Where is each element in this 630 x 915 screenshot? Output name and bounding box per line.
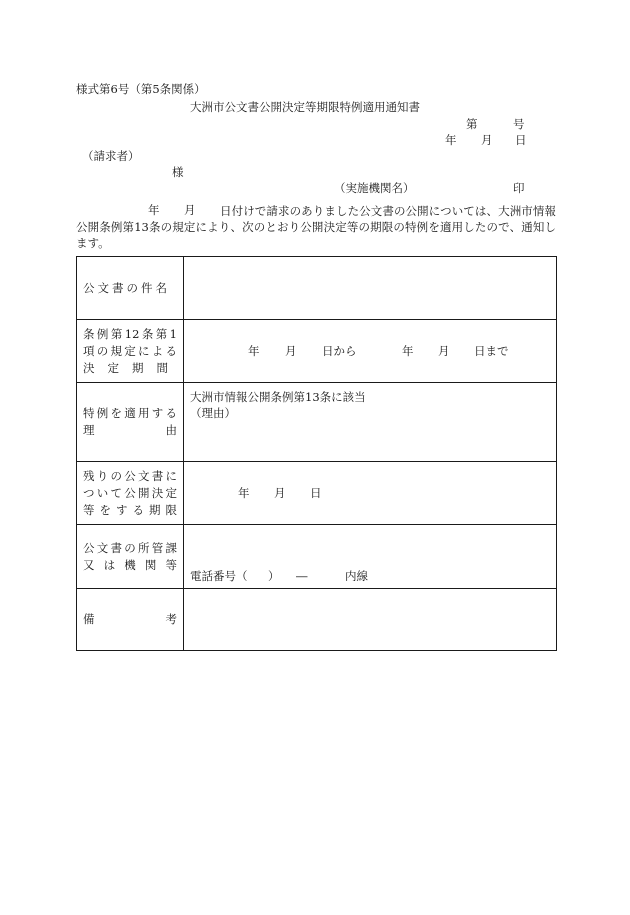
label-line: ついて公開決定 <box>83 485 177 500</box>
value-department <box>184 525 557 589</box>
row-document-title <box>77 257 557 320</box>
label-text: 公文書の件名 <box>83 280 170 295</box>
label-line: 公文書の所管課 <box>83 540 177 555</box>
row-remaining-deadline <box>77 462 557 525</box>
body-text: 日付けで請求のありました公文書の公開については、大洲市情報公開条例第13条の規定により、次のとおり公開決定等の期限の特例を適用したので、通知します。 <box>76 204 556 250</box>
remarks-char-1: 備 <box>83 612 95 626</box>
value-reason <box>184 383 557 462</box>
label-line: 等をする期限 <box>83 502 177 517</box>
label-line: 特例を適用する <box>83 406 177 420</box>
label-line: 理由 <box>83 423 177 437</box>
doc-number-dai: 第 <box>466 117 478 131</box>
label-reason <box>77 383 184 462</box>
row-remarks <box>77 589 557 651</box>
body-month: 月 <box>184 203 196 217</box>
deadline-month: 月 <box>274 486 286 500</box>
phone-dash: ― <box>296 569 308 583</box>
agency-label: （実施機関名） <box>334 181 415 195</box>
row-reason <box>77 383 557 462</box>
row-decision-period <box>77 320 557 383</box>
label-line: 残りの公文書に <box>83 468 177 483</box>
requester-label: （請求者） <box>82 149 140 163</box>
label-remarks <box>77 589 184 651</box>
doc-number-go: 号 <box>513 117 525 131</box>
deadline-day: 日 <box>310 486 322 500</box>
extension-label: 内線 <box>345 569 368 583</box>
to-month: 月 <box>438 344 450 358</box>
value-remarks <box>184 589 557 651</box>
label-document-title <box>77 257 184 320</box>
phone-close-paren: ） <box>268 569 280 583</box>
label-department <box>77 525 184 589</box>
label-line: 条例第12条第1 <box>83 326 177 341</box>
notice-table <box>76 256 557 651</box>
label-line: 決定期間 <box>83 360 177 375</box>
to-year: 年 <box>402 344 414 358</box>
remarks-char-2: 考 <box>165 612 177 626</box>
label-decision-period <box>77 320 184 383</box>
seal-mark: 印 <box>513 181 525 195</box>
document-title: 大洲市公文書公開決定等期限特例適用通知書 <box>190 100 420 114</box>
from-year: 年 <box>248 344 260 358</box>
value-decision-period <box>184 320 557 383</box>
date-month: 月 <box>481 133 493 147</box>
form-number: 様式第6号（第5条関係） <box>76 82 206 96</box>
date-year: 年 <box>445 133 457 147</box>
reason-label: （理由） <box>190 406 236 420</box>
honorific: 様 <box>172 165 184 179</box>
date-day: 日 <box>515 133 527 147</box>
row-department <box>77 525 557 589</box>
label-remaining-deadline <box>77 462 184 525</box>
body-year: 年 <box>148 203 160 217</box>
to-day: 日まで <box>474 344 509 358</box>
value-document-title <box>184 257 557 320</box>
from-month: 月 <box>285 344 297 358</box>
phone-label: 電話番号（ <box>190 569 248 583</box>
deadline-year: 年 <box>238 486 250 500</box>
from-day: 日から <box>322 344 357 358</box>
label-line: 項の規定による <box>83 343 177 358</box>
value-remaining-deadline <box>184 462 557 525</box>
reason-article: 大洲市情報公開条例第13条に該当 <box>190 390 366 404</box>
label-line: 又は機関等 <box>83 557 177 572</box>
